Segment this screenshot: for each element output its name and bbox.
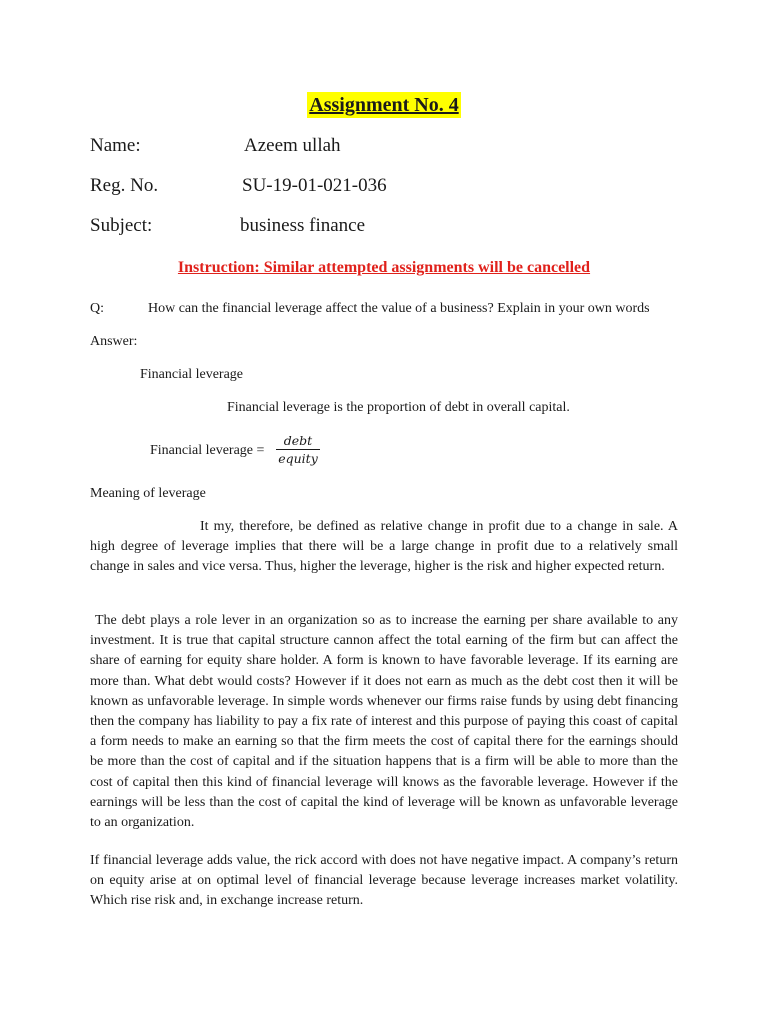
formula-numerator: debt — [276, 432, 320, 450]
formula-label: Financial leverage = — [150, 443, 265, 458]
formula-denominator: equity — [278, 451, 318, 466]
question-label: Q: — [90, 301, 104, 316]
subject-label: Subject: — [90, 215, 153, 236]
subject-value: business finance — [240, 215, 366, 236]
name-label: Name: — [90, 135, 141, 156]
paragraph-3-text: If financial leverage adds value, the rick accord with does not have negative impact. A company’s return on equity arise at on optimal level of financial leverage because leverage increases market volatility. Which rise risk and, in exchange increase return. — [90, 853, 678, 909]
definition-text: Financial leverage is the proportion of debt in overall capital. — [227, 400, 570, 415]
assignment-title: Assignment No. 4 — [309, 94, 459, 116]
instruction-container — [0, 257, 768, 279]
formula-fraction — [276, 432, 320, 468]
answer-label: Answer: — [90, 334, 138, 349]
title-container — [0, 92, 768, 118]
reg-value: SU-19-01-021-036 — [242, 175, 387, 196]
meaning-heading: Meaning of leverage — [90, 486, 206, 501]
paragraph-1-text: It my, therefore, be defined as relative change in profit due to a change in sale. A high degree of leverage implies that there will be a large change in profit due to a relatively small change in sales and vice versa. Thus, higher the leverage, higher is the risk and higher expected return. — [90, 519, 678, 575]
paragraph-2 — [90, 611, 678, 833]
paragraph-3 — [90, 851, 678, 912]
paragraph-2-text: The debt plays a role lever in an organization so as to increase the earning per share available to any investment. It is true that capital structure cannon affect the total earning of the firm but can affect the share of earning for equity share holder. A form is known to have favorable leverage. If its earning are more than. What debt would costs? However if it does not earn as much as the debt cost then it will be known as unfavorable leverage. In simple words whenever our firms raise funds by using debt financing then the company has liability to pay a fix rate of interest and this purpose of paying this coast of capital a form needs to make an earning so that the firm meets the cost of capital there for the earnings should be more than the cost of capital and if the situation happens that is a firm will be able to more than the cost of capital then this kind of financial leverage will knows as the favorable leverage. However if the earnings will be less than the cost of capital the kind of leverage will be known as unfavorable leverage to an organization. — [90, 613, 678, 831]
name-value: Azeem ullah — [244, 135, 341, 156]
reg-label: Reg. No. — [90, 175, 159, 196]
section-heading: Financial leverage — [140, 367, 244, 382]
question-text: How can the financial leverage affect the value of a business? Explain in your own words — [148, 301, 650, 316]
instruction-text: Instruction: Similar attempted assignments will be cancelled — [177, 259, 591, 276]
paragraph-1 — [90, 517, 678, 578]
